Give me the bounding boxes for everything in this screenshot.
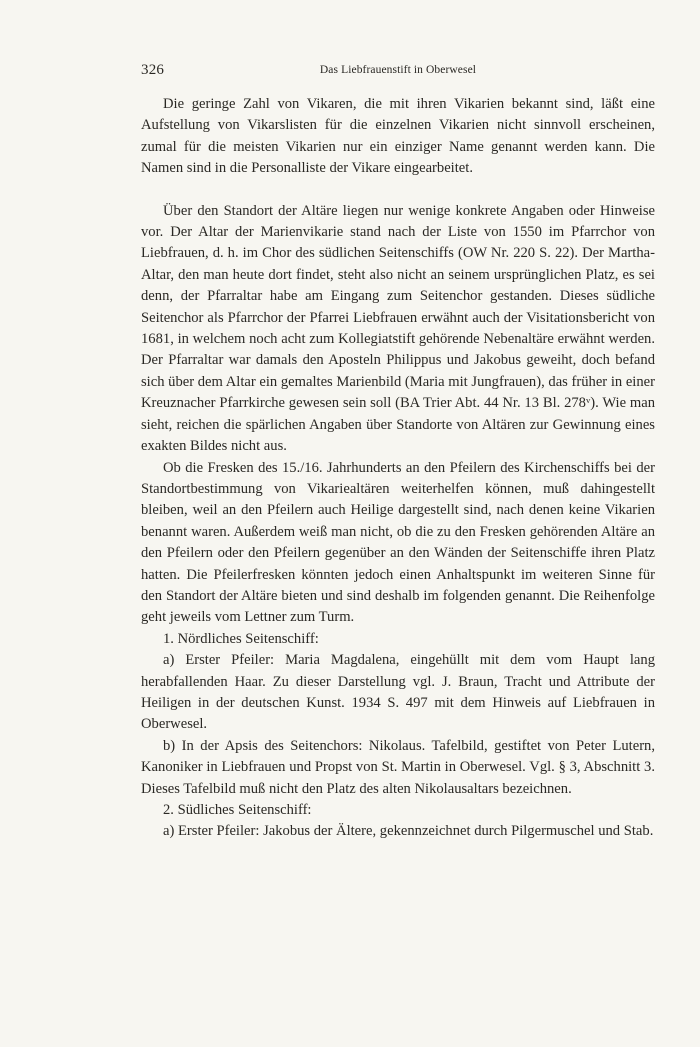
list-item-maria-magdalena: a) Erster Pfeiler: Maria Magdalena, eingehüllt mit dem vom Haupt lang herabfallenden Haar. Zu dieser Darstellung vgl. J. Braun, Tracht und Attribute der Heiligen in der deutschen Kunst. 1934 S. 497 mit dem Hinweis auf Liebfrauen in Oberwesel.	[141, 652, 655, 733]
paragraph-standort-altaere: Über den Standort der Altäre liegen nur wenige konkrete Angaben oder Hinweise vor. Der Altar der Marienvikarie stand nach der Liste von 1550 im Pfarrchor von Liebfrauen, d. h. im Chor des südlichen Seitenschiffs (OW Nr. 220 S. 22). Der Martha-Altar, den man heute dort findet, steht also nicht an seinem ursprünglichen Platz, es sei denn, der Pfarraltar habe am Eingang zum Seitenchor gestanden. Dieses südliche Seitenchor als Pfarrchor der Pfarrei Liebfrauen erwähnt auch der Visitationsbericht von 1681, in welchem noch acht zum Kollegiatstift gehörende Nebenaltäre erwähnt werden. Der Pfarraltar war damals den Aposteln Philippus und Jakobus geweiht, doch befand sich über dem Altar ein gemaltes Marienbild (Maria mit Jungfrauen), das früher in einer Kreuznacher Pfarrkirche gewesen sein soll (BA Trier Abt. 44 Nr. 13 Bl. 278ᵛ). Wie man sieht, reichen die spärlichen Angaben über Standorte von Altären zur Gewinnung eines exakten Bildes nicht aus.	[141, 202, 655, 455]
page-header	[141, 62, 655, 82]
list-item-nikolaus: b) In der Apsis des Seitenchors: Nikolaus. Tafelbild, gestiftet von Peter Lutern, Kanoniker in Liebfrauen und Propst von St. Martin in Oberwesel. Vgl. § 3, Abschnitt 3. Dieses Tafelbild muß nicht den Platz des alten Nikolausaltars bezeichnen.	[141, 737, 655, 797]
list-item-jakobus: a) Erster Pfeiler: Jakobus der Ältere, gekennzeichnet durch Pilgermuschel und Stab.	[163, 823, 654, 840]
page-body	[141, 94, 655, 843]
list-heading-noerdliches-seitenschiff: 1. Nördliches Seitenschiff:	[163, 630, 319, 647]
page-number: 326	[141, 62, 165, 78]
paragraph-vikarslisten: Die geringe Zahl von Vikaren, die mit ihren Vikarien bekannt sind, läßt eine Aufstellung von Vikarslisten für die einzelnen Vikarien nicht sinnvoll erscheinen, zumal für die meisten Vikarien nur ein einziger Name genannt werden kann. Die Namen sind in die Personalliste der Vikare eingearbeitet.	[141, 96, 655, 177]
list-heading-suedliches-seitenschiff: 2. Südliches Seitenschiff:	[163, 802, 312, 818]
paragraph-fresken: Ob die Fresken des 15./16. Jahrhunderts an den Pfeilern des Kirchenschiffs bei der Standortbestimmung von Vikariealtären weiterhelfen können, muß dahingestellt bleiben, weil an den Pfeilern auch Heilige dargestellt sind, nach denen keine Vikarien benannt waren. Außerdem weiß man nicht, ob die zu den Fresken gehörenden Altäre an den Pfeilern oder den Pfeilern gegenüber an den Wänden der Seitenschiffe ihren Platz hatten. Die Pfeilerfresken könnten jedoch einen Anhaltspunkt im weiteren Sinne für den Standort der Altäre bieten und sind deshalb im folgenden genannt. Die Reihenfolge geht jeweils vom Lettner zum Turm.	[141, 459, 655, 626]
running-title: Das Liebfrauenstift in Oberwesel	[319, 64, 477, 76]
